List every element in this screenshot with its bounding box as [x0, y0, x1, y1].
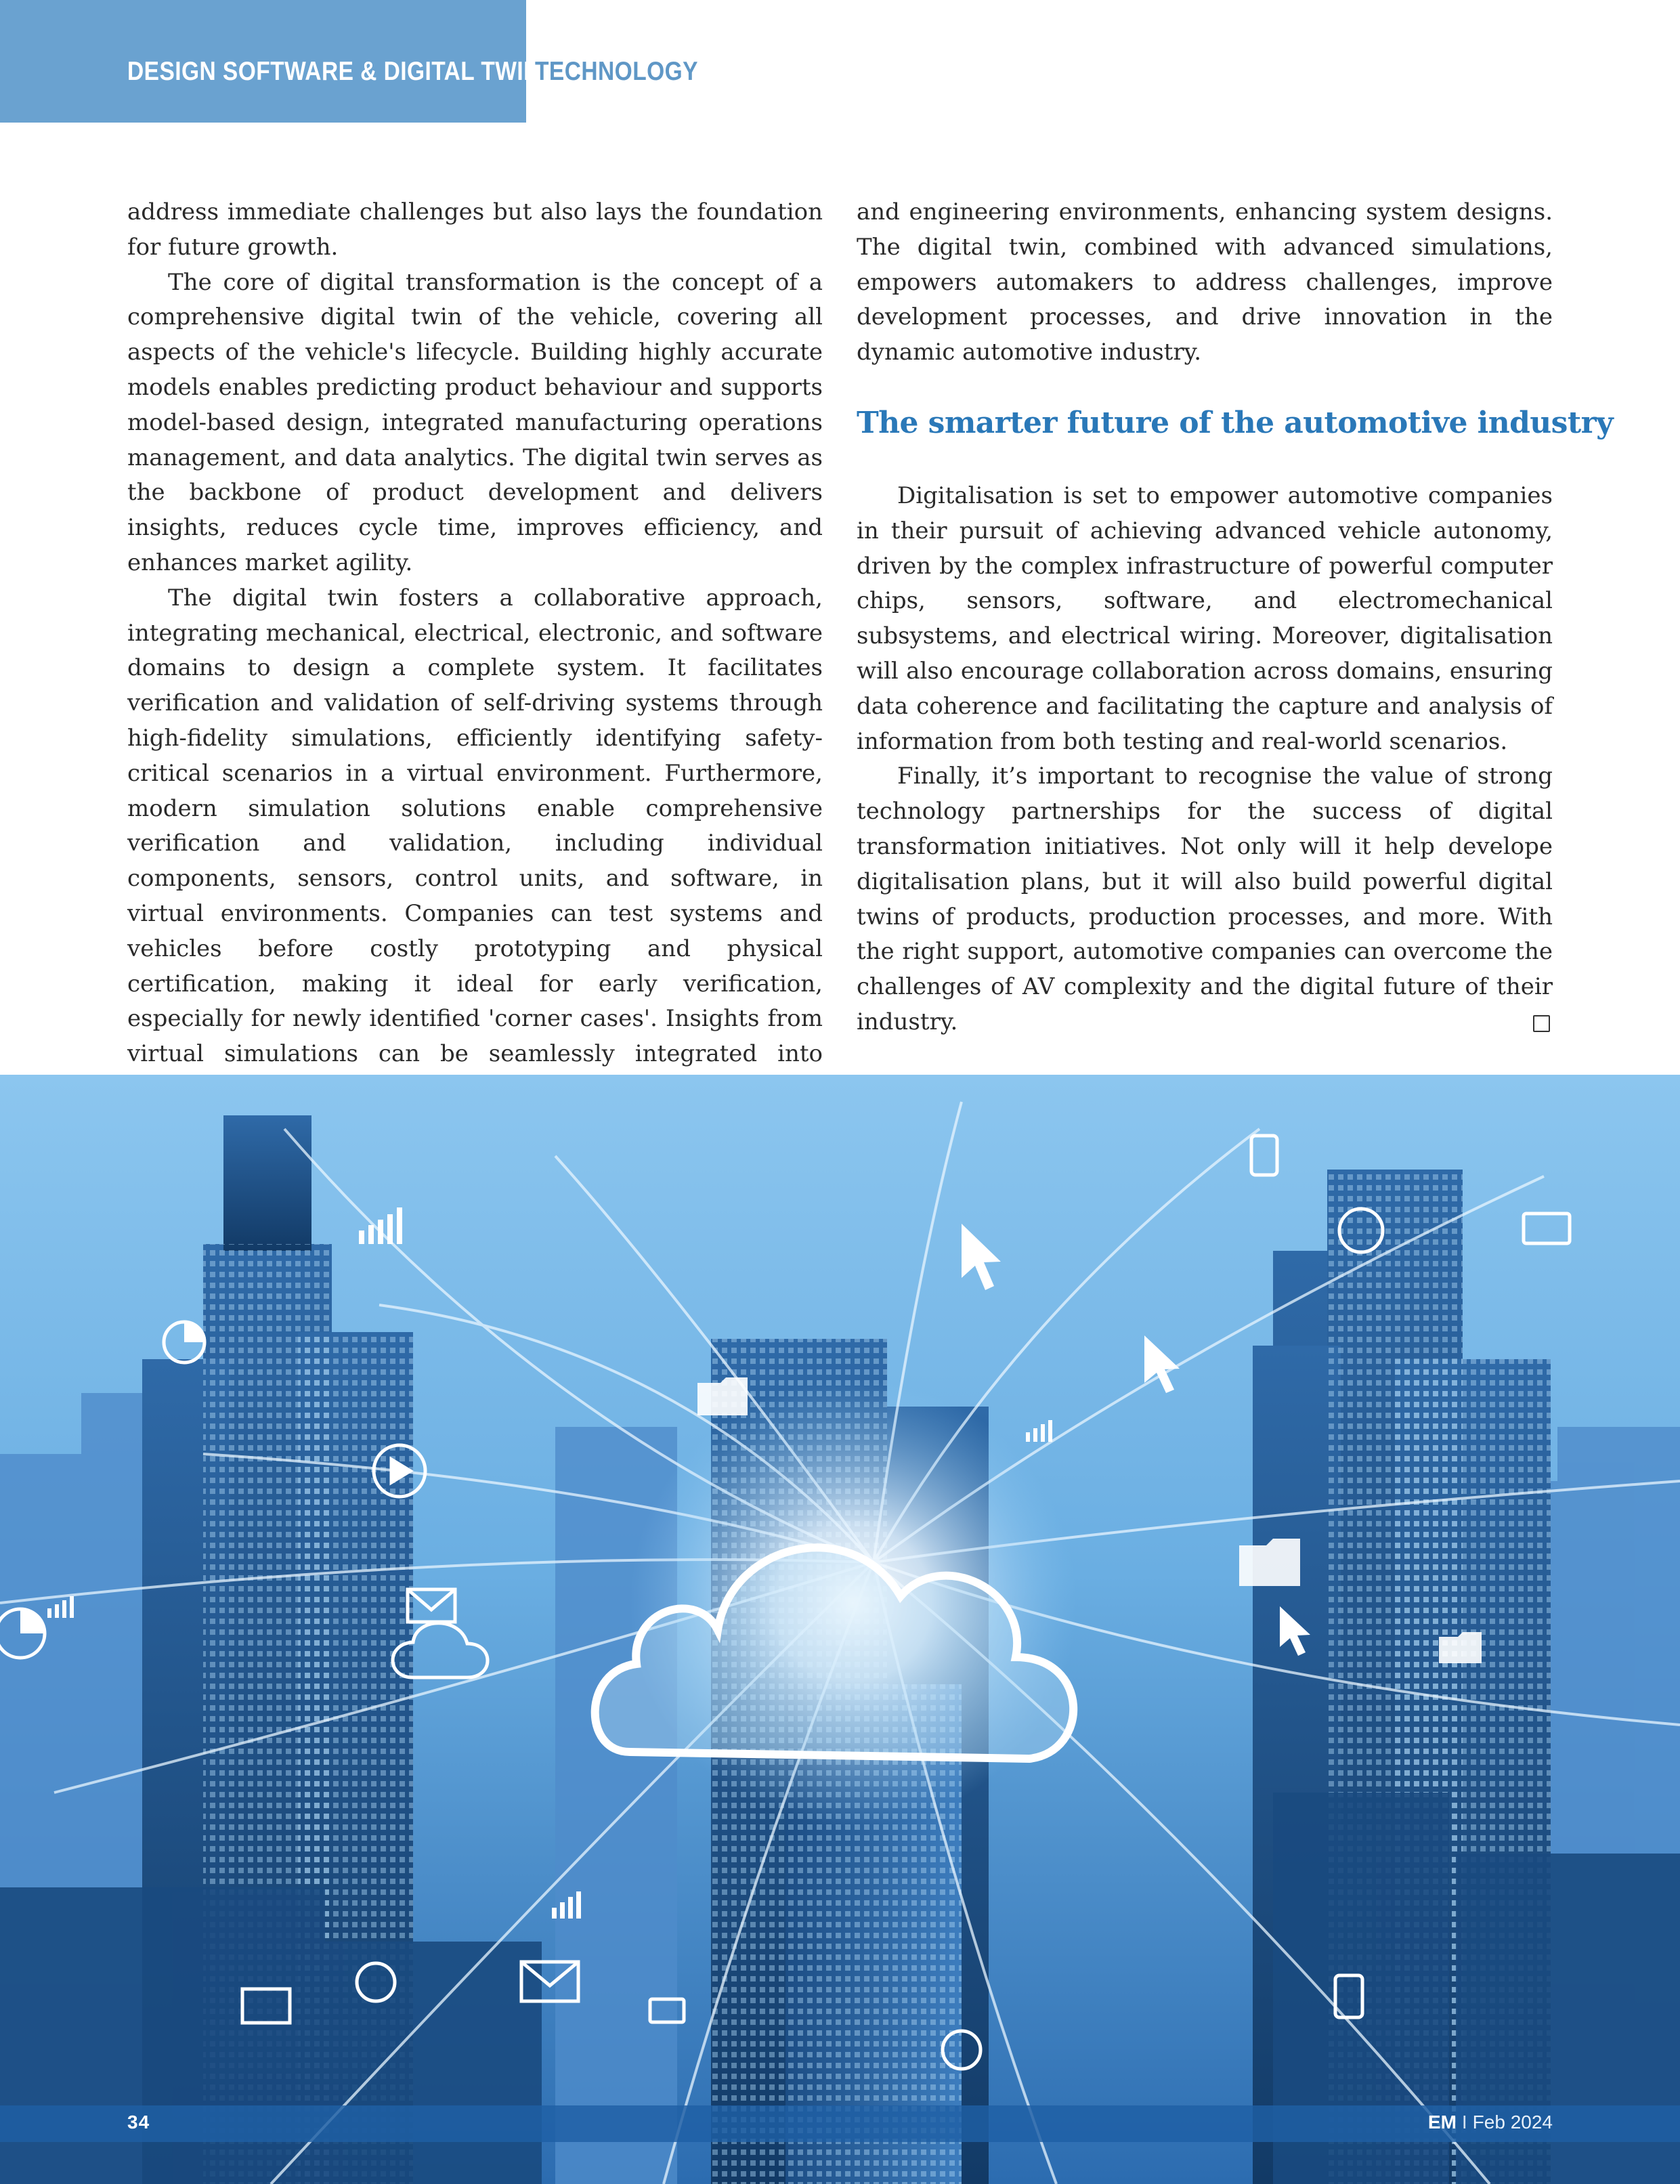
- article-column-right: [857, 195, 1614, 1040]
- paragraph: address immediate challenges but also lays the foundation for future growth.: [127, 198, 823, 261]
- issue-info: [1428, 2112, 1553, 2133]
- paragraph: Digitalisation is set to empower automotive companies in their pursuit of achieving advanced vehicle autonomy, driven by the complex infrastructure of powerful computer chips, sensors, software, and electromechanical subsystems, and electrical wiring. Moreover, digitalisation will also encourage collaboration across domains, ensuring data coherence and facilitating the capture and analysis of information from both testing and real-world scenarios.: [857, 481, 1553, 755]
- paragraph-text: Finally, it’s important to recognise the value of strong technology partnerships for the success of digital transformation initiatives. Not only will it help develope digitalisation plans, but it will also build powerful digital twins of products, production processes, and more. With the right support, automotive companies can overcome the challenges of AV complexity and the digital future of their industry.: [857, 763, 1553, 1035]
- paragraph: [857, 759, 1553, 1040]
- folder-icon: [1239, 1539, 1300, 1586]
- hero-image: [0, 1075, 1680, 2184]
- page-number: 34: [127, 2112, 150, 2133]
- section-tag: TECHNOLOGY: [535, 57, 698, 86]
- article-column-left: [127, 195, 823, 1107]
- magazine-name: EM: [1427, 2112, 1457, 2133]
- issue-date: Feb 2024: [1472, 2112, 1553, 2133]
- end-of-article-icon: [1533, 1015, 1550, 1032]
- section-title: DESIGN SOFTWARE & DIGITAL TWIN: [127, 57, 540, 86]
- paragraph: The digital twin fosters a collaborative approach, integrating mechanical, electrical, electronic, and software domains to design a complete system. It facilitates verification and validation of self-driving systems through high-fidelity simulations, efficiently identifying safety-critical scenarios in a virtual environment. Furthermore, modern simulation solutions enable comprehensive verification and validation, including individual components, sensors, control units, and software, in virtual environments. Companies can test systems and vehicles before costly prototyping and physical certification, making it ideal for early verification, especially for newly identified 'corner cases'. Insights from virtual simulations can be seamlessly integrated into: [127, 584, 823, 1068]
- folder-icon: [697, 1377, 748, 1415]
- paragraph: The core of digital transformation is the concept of a comprehensive digital twin of the vehicle, covering all aspects of the vehicle's lifecycle. Building highly accurate models enables predicting product behaviour and supports model-based design, integrated manufacturing operations management, and data analytics. The digital twin serves as the backbone of product development and delivers insights, reduces cycle time, improves efficiency, and enhances market agility.: [127, 268, 823, 576]
- paragraph: and engineering environments, enhancing system designs. The digital twin, combined with advanced simulations, empowers automakers to address challenges, improve development processes, and drive innovation in the dynamic automotive industry.: [857, 198, 1553, 366]
- city-cloud-illustration: [0, 1075, 1680, 2184]
- separator: I: [1461, 2112, 1467, 2133]
- section-heading: The smarter future of the automotive industry: [857, 405, 1614, 440]
